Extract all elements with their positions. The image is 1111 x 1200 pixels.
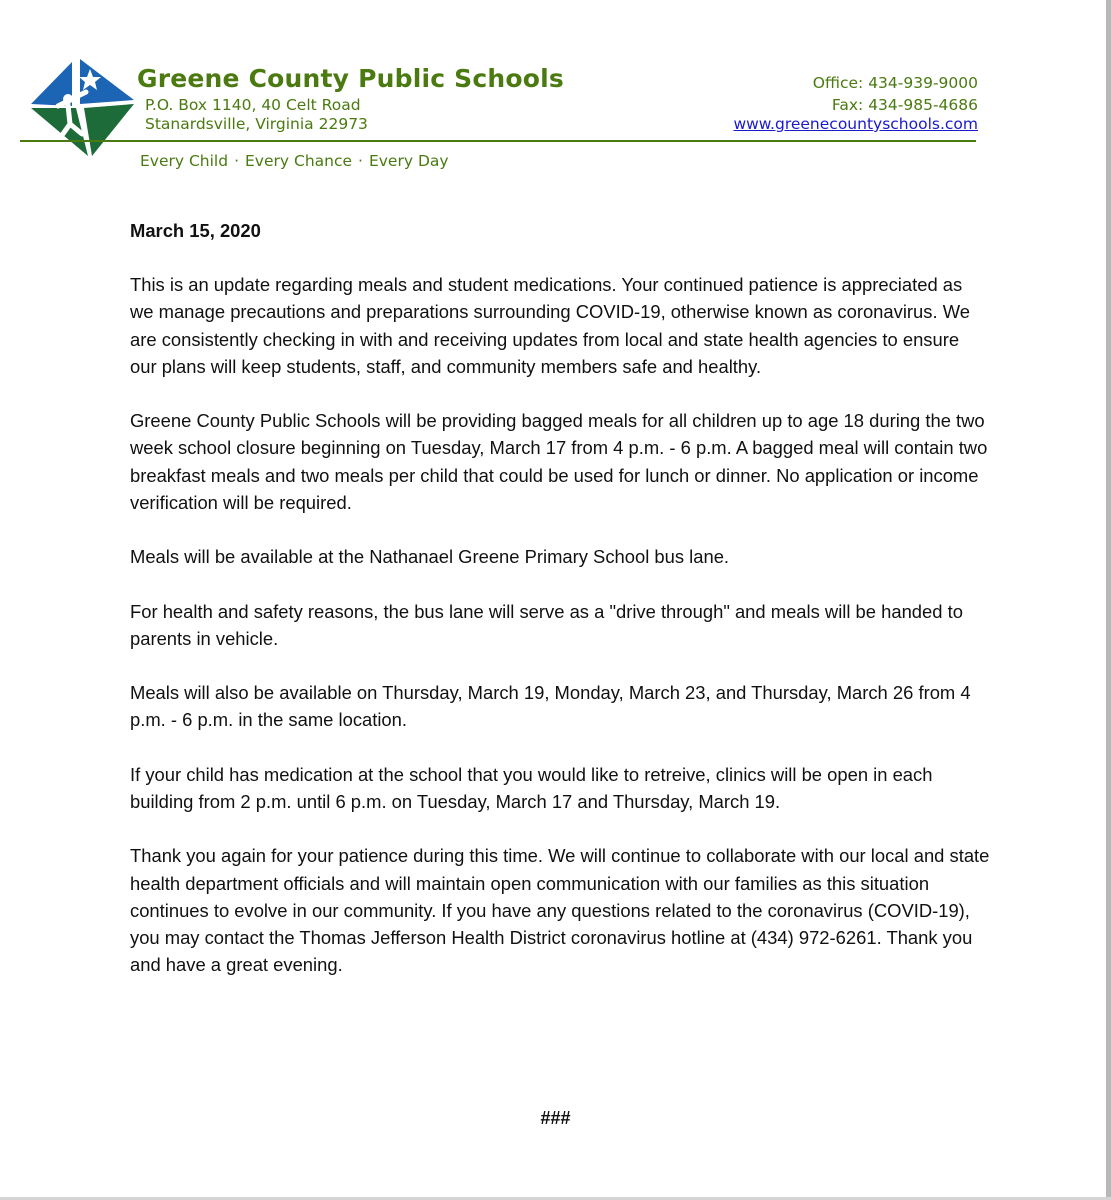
tagline-separator: · xyxy=(358,152,363,170)
address-line-2: Stanardsville, Virginia 22973 xyxy=(145,115,368,133)
org-name: Greene County Public Schools xyxy=(137,64,564,93)
tagline-item: Every Chance xyxy=(245,152,353,170)
letter-date: March 15, 2020 xyxy=(130,220,261,241)
header-divider xyxy=(20,140,976,142)
website-link[interactable]: www.greenecountyschools.com xyxy=(733,115,978,133)
office-phone: Office: 434-939-9000 xyxy=(812,74,978,92)
paragraph-closing: Thank you again for your patience during this time. We will continue to collaborate with our local and state health department officials and will maintain open communication with our families as this situation continues to evolve in our community. If you have any questions related to the coronavirus (COVID-19), you may contact the Thomas Jefferson Health District coronavirus hotline at (434) 972-6261. Thank you and have a great evening. xyxy=(130,845,990,976)
page-edge-right xyxy=(1106,0,1111,1200)
school-logo-icon xyxy=(28,56,136,158)
paragraph-intro: This is an update regarding meals and student medications. Your continued patience is appreciated as we manage precautions and preparations surrounding COVID-19, otherwise known as coronavirus. We are consistently checking in with and receiving updates from local and state health agencies to ensure our plans will keep students, staff, and community members safe and healthy. xyxy=(130,274,970,377)
fax-number: Fax: 434-985-4686 xyxy=(831,96,978,114)
tagline-item: Every Child xyxy=(140,152,229,170)
tagline xyxy=(140,152,449,170)
address-line-1: P.O. Box 1140, 40 Celt Road xyxy=(145,96,361,114)
paragraph-drive-through: For health and safety reasons, the bus lane will serve as a "drive through" and meals will be handed to parents in vehicle. xyxy=(130,600,963,649)
paragraph-bagged-meals: Greene County Public Schools will be providing bagged meals for all children up to age 18 during the two week school closure beginning on Tuesday, March 17 from 4 p.m. - 6 p.m. A bagged meal will contain two breakfast meals and two meals per child that could be used for lunch or dinner. No application or income verification will be required. xyxy=(130,410,988,513)
tagline-separator: · xyxy=(234,152,240,170)
tagline-item: Every Day xyxy=(368,152,449,170)
letter-body xyxy=(130,217,990,1006)
paragraph-meal-location: Meals will be available at the Nathanael Greene Primary School bus lane. xyxy=(130,546,730,568)
paragraph-additional-dates: Meals will also be available on Thursday, March 19, Monday, March 23, and Thursday, March 26 from 4 p.m. - 6 p.m. in the same location. xyxy=(130,682,971,731)
end-mark: ### xyxy=(540,1108,571,1128)
paragraph-medication: If your child has medication at the school that you would like to retreive, clinics will be open in each building from 2 p.m. until 6 p.m. on Tuesday, March 17 and Thursday, March 19. xyxy=(130,763,933,812)
